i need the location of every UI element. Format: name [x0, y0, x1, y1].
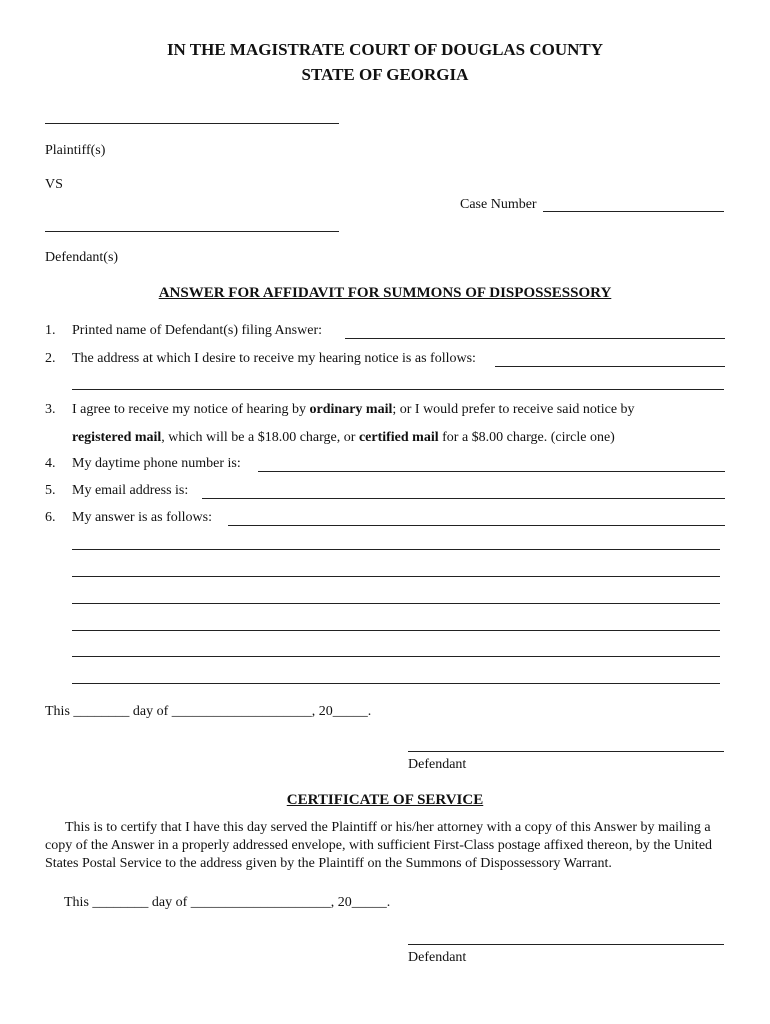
certificate-signature-line[interactable]	[408, 944, 724, 945]
ordinary-mail-option[interactable]: ordinary mail	[309, 402, 393, 417]
certificate-date-line[interactable]: This ________ day of ____________________, 20_____.	[64, 895, 391, 910]
notice-text: I agree to receive my notice of hearing by	[72, 402, 310, 417]
plaintiff-label: Plaintiff(s)	[45, 143, 106, 158]
certificate-body	[45, 819, 720, 873]
item-answer-label: My answer is as follows:	[72, 510, 212, 525]
item-number: 3.	[45, 402, 56, 417]
answer-line[interactable]	[72, 603, 720, 604]
item-email-label: My email address is:	[72, 483, 189, 498]
case-number-line[interactable]	[543, 197, 724, 212]
court-title: IN THE MAGISTRATE COURT OF DOUGLAS COUNTY	[166, 40, 604, 59]
defendant-line[interactable]	[45, 231, 339, 232]
item-notice-preference-line2	[72, 430, 615, 446]
signature-line[interactable]	[408, 751, 724, 752]
item-number: 5.	[45, 483, 56, 498]
answer-line[interactable]	[72, 656, 720, 657]
item-number: 2.	[45, 351, 56, 366]
form-title: ANSWER FOR AFFIDAVIT FOR SUMMONS OF DISPOSSESSORY	[158, 285, 612, 301]
address-field[interactable]	[495, 350, 725, 367]
answer-field[interactable]	[228, 509, 725, 526]
vs-label: VS	[45, 177, 63, 192]
date-line[interactable]: This ________ day of ____________________, 20_____.	[45, 704, 372, 719]
item-defendant-name-label: Printed name of Defendant(s) filing Answer:	[72, 323, 322, 338]
notice-text: ; or I would prefer to receive said notice by	[392, 402, 635, 417]
plaintiff-line[interactable]	[45, 123, 339, 124]
case-number-label: Case Number	[460, 197, 537, 212]
signature-label: Defendant	[408, 757, 467, 772]
email-field[interactable]	[202, 482, 725, 499]
notice-text: for a $8.00 charge. (circle one)	[438, 430, 615, 445]
certificate-title: CERTIFICATE OF SERVICE	[286, 792, 484, 808]
certificate-signature-label: Defendant	[408, 950, 467, 965]
certificate-text: This is to certify that I have this day served the Plaintiff or his/her attorney with a copy of this Answer by mailing a copy of the Answer in a properly addressed envelope, with sufficient First-Class postage affixed thereon, by the United States Postal Service to the address given by the Plaintiff on the Summons of Dispossessory Warrant.	[45, 820, 713, 871]
answer-line[interactable]	[72, 683, 720, 684]
item-number: 1.	[45, 323, 56, 338]
answer-line[interactable]	[72, 576, 720, 577]
notice-text: , which will be a $18.00 charge, or	[161, 430, 359, 445]
defendant-label: Defendant(s)	[45, 250, 119, 265]
item-notice-preference-line1	[72, 402, 635, 418]
certified-mail-option[interactable]: certified mail	[358, 430, 439, 445]
registered-mail-option[interactable]: registered mail	[72, 430, 162, 445]
answer-line[interactable]	[72, 549, 720, 550]
item-number: 4.	[45, 456, 56, 471]
item-phone-label: My daytime phone number is:	[72, 456, 241, 471]
phone-field[interactable]	[258, 455, 725, 472]
address-field-line2[interactable]	[72, 373, 724, 390]
item-number: 6.	[45, 510, 56, 525]
defendant-name-field[interactable]	[345, 322, 725, 339]
state-title: STATE OF GEORGIA	[301, 65, 469, 84]
item-address-label: The address at which I desire to receive my hearing notice is as follows:	[72, 351, 476, 366]
answer-line[interactable]	[72, 630, 720, 631]
